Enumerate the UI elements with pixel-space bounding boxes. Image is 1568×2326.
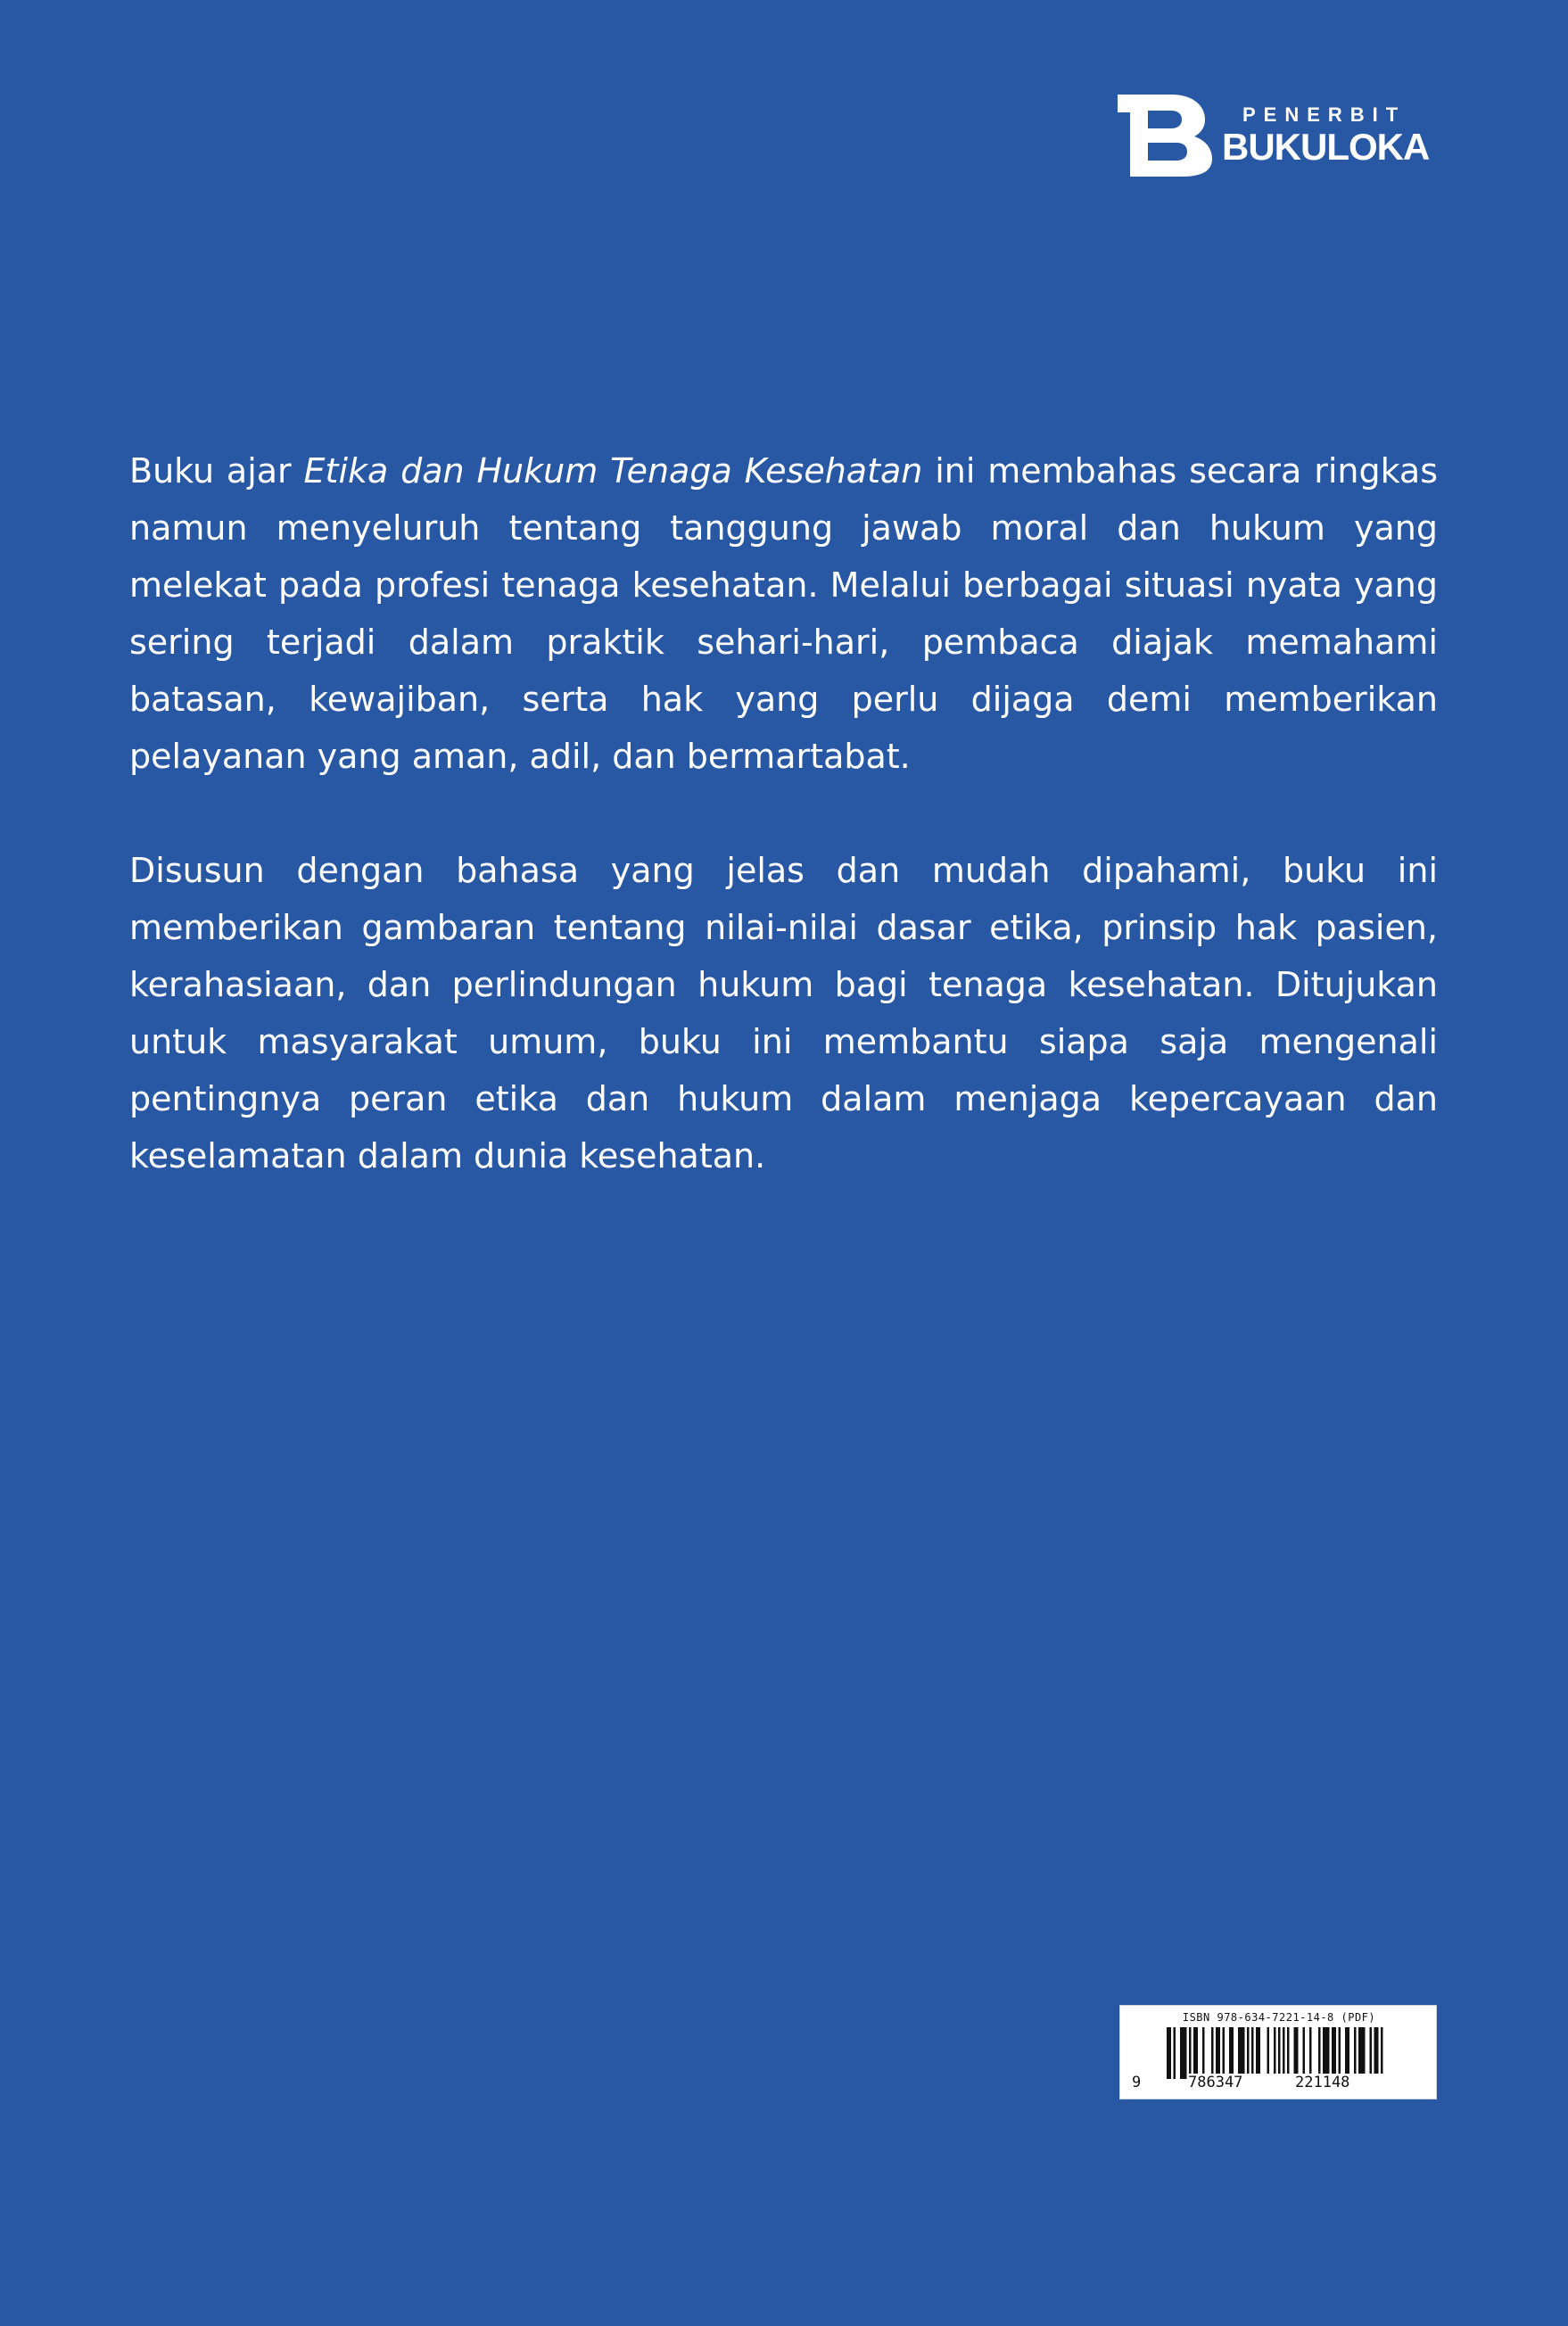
- barcode-bar: [1354, 2027, 1357, 2074]
- b-letter-icon: [1118, 95, 1216, 177]
- barcode-bar: [1339, 2027, 1341, 2074]
- barcode-first-digit: 9: [1132, 2074, 1142, 2091]
- publisher-label: PENERBIT: [1242, 103, 1407, 126]
- publisher-name: BUKULOKA: [1222, 126, 1430, 168]
- barcode-bar: [1180, 2027, 1187, 2079]
- barcode-bar: [1381, 2027, 1383, 2074]
- barcode-left-digits: 786347: [1188, 2074, 1243, 2091]
- barcode-bar: [1202, 2027, 1205, 2074]
- barcode-bar: [1274, 2027, 1276, 2074]
- barcode-bar: [1256, 2027, 1260, 2074]
- barcode-bar: [1211, 2027, 1214, 2074]
- blurb-p1-intro: Buku ajar: [129, 451, 304, 491]
- blurb-paragraph-1: [129, 442, 1438, 785]
- barcode-bar: [1267, 2027, 1270, 2074]
- barcode-bar: [1358, 2027, 1366, 2074]
- barcode-bar: [1174, 2027, 1176, 2079]
- barcode-bar: [1318, 2027, 1321, 2074]
- barcode-bar: [1323, 2027, 1330, 2074]
- barcode-bar: [1283, 2027, 1285, 2074]
- blurb-paragraph-2: Disusun dengan bahasa yang jelas dan mudah dipahami, buku ini memberikan gambaran tentang nilai-nilai dasar etika, prinsip hak pasien, kerahasiaan, dan perlindungan hukum bagi tenaga kesehatan. Ditujukan untuk masyarakat umum, buku ini membantu siapa saja mengenali pentingnya peran etika dan hukum dalam menjaga kepercayaan dan keselamatan dalam dunia kesehatan.: [129, 851, 1438, 1175]
- barcode-bar: [1189, 2027, 1192, 2074]
- barcode-bar: [1251, 2027, 1254, 2074]
- barcode-bar: [1216, 2027, 1220, 2074]
- barcode-bar: [1247, 2027, 1250, 2074]
- barcode-bar: [1193, 2027, 1198, 2074]
- barcode-bar: [1229, 2027, 1234, 2074]
- book-title: Etika dan Hukum Tenaga Kesehatan: [303, 451, 923, 491]
- barcode-bars: [1161, 2027, 1393, 2081]
- barcode-bar: [1167, 2027, 1171, 2079]
- publisher-logo: [1118, 95, 1439, 180]
- barcode-bar: [1223, 2027, 1226, 2074]
- isbn-barcode: [1119, 2005, 1437, 2099]
- barcode-bar: [1278, 2027, 1281, 2074]
- barcode-bar: [1287, 2027, 1290, 2074]
- barcode-bar: [1332, 2027, 1336, 2074]
- barcode-bar: [1309, 2027, 1312, 2074]
- barcode-bar: [1345, 2027, 1349, 2074]
- blurb-p1-body: ini membahas secara ringkas namun menyeluruh tentang tanggung jawab moral dan hukum yang melekat pada profesi tenaga kesehatan. Melalui berbagai situasi nyata yang sering terjadi dalam praktik sehari-hari, pembaca diajak memahami batasan, kewajiban, serta hak yang perlu dijaga demi memberikan pelayanan yang aman, adil, dan bermartabat.: [129, 451, 1438, 776]
- isbn-label: ISBN 978-634-7221-14-8 (PDF): [1182, 2011, 1376, 2024]
- barcode-right-digits: 221148: [1295, 2074, 1350, 2091]
- barcode-bar: [1294, 2027, 1299, 2074]
- barcode-bar: [1238, 2027, 1245, 2074]
- barcode-bar: [1303, 2027, 1306, 2074]
- blurb-text: [129, 442, 1438, 1241]
- barcode-bar: [1374, 2027, 1379, 2074]
- barcode-bar: [1370, 2027, 1373, 2074]
